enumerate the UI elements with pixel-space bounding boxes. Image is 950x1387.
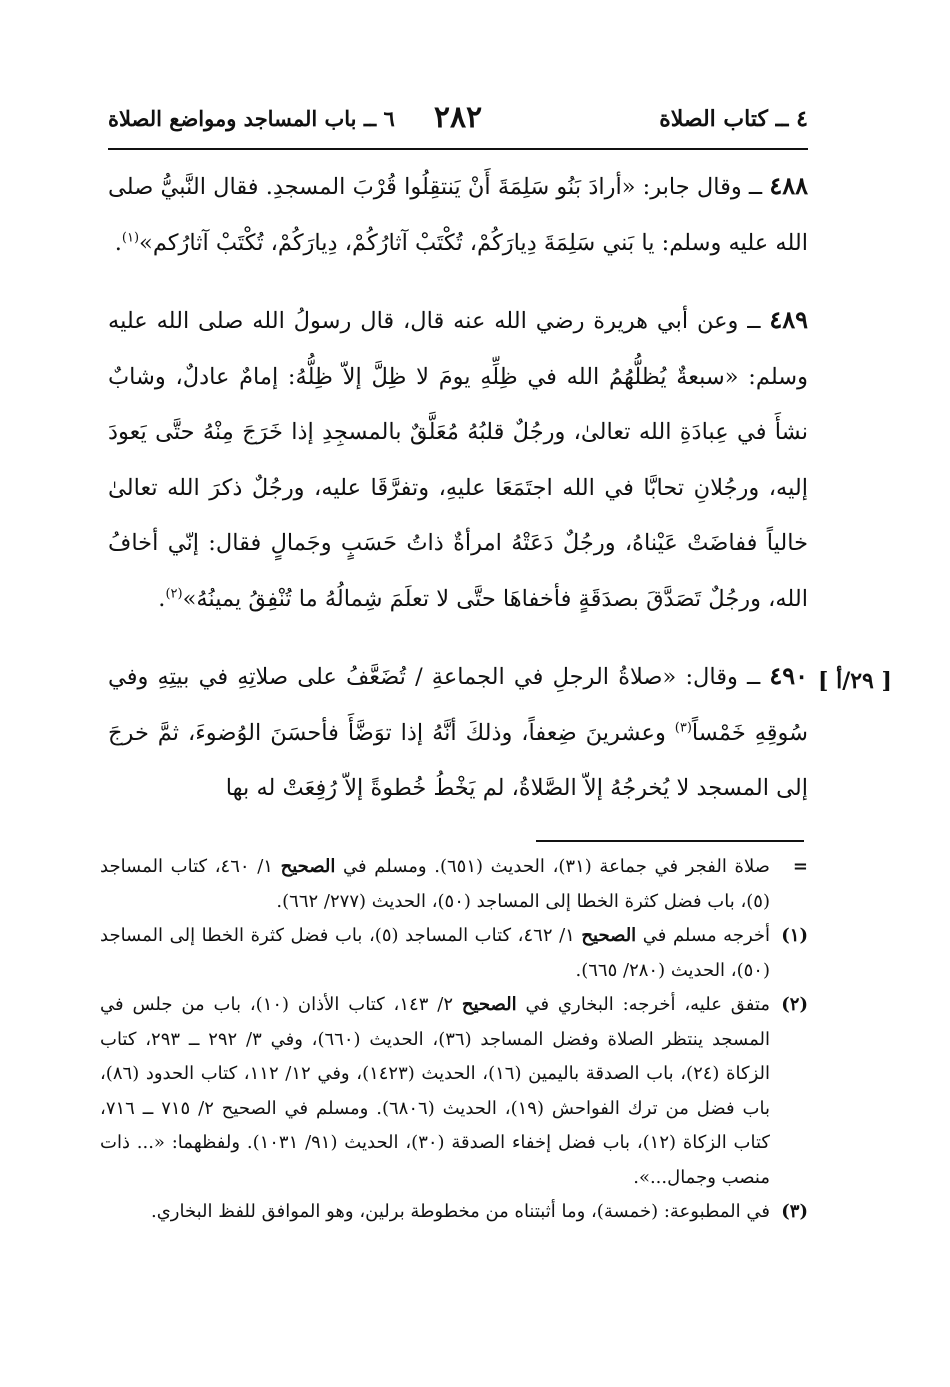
footnote-label: (٢)	[781, 994, 808, 1015]
footnote-ref: (١)	[121, 230, 140, 245]
hadith-489	[108, 292, 808, 627]
footnotes	[100, 850, 808, 1230]
hadith-end: .	[158, 585, 166, 612]
hadith-488	[108, 158, 808, 271]
hadith-number: ٤٩٠	[769, 661, 809, 690]
hadith-text: ــ وعن أبي هريرة رضي الله عنه قال، قال رسولُ الله صلى الله عليه وسلم: «سبعةٌ يُظلُّهُمُ الله في ظِلِّهِ يومَ لا ظِلَّ إلاّ ظِلُّهُ: إمامٌ عادلٌ، وشابٌ نشأَ في عِبادَةِ الله تعالىٰ، ورجُلٌ قلبُهُ مُعَلَّقٌ بالمسجِدِ إذا خَرَجَ مِنْهُ حتَّى يَعودَ إليه، ورجُلانِ تحابَّا في الله اجتَمَعَا عليهِ، وتفرَّقَا عليه، ورجُلٌ ذكرَ الله تعالىٰ خالياً ففاضَتْ عَيْناهُ، ورجُلٌ دَعَتْهُ امرأةٌ ذاتُ حَسَبٍ وجَمالٍ فقال: إنّي أخافُ الله، ورجُلٌ تَصَدَّقَ بصدَقَةٍ فأخفاهَا حتَّى لا تعلَمَ شِمالُهُ ما تُنْفِقُ يمينُهُ»	[108, 308, 808, 612]
hadith-text: ــ وقال جابر: «أرادَ بَنُو سَلِمَةَ أَنْ يَنتقِلُوا قُرْبَ المسجدِ. فقال النَّبيُّ صلى الله عليه وسلم: يا بَني سَلِمَةَ دِيارَكُمْ، تُكْتَبْ آثارُكُمْ، دِيارَكُمْ، تُكْتَبْ آثارُكم»	[108, 174, 808, 256]
footnote-label: (٣)	[781, 1201, 808, 1222]
footnote-2	[100, 988, 808, 1195]
footnote-label: =	[792, 856, 808, 877]
running-header	[108, 100, 808, 144]
footnote-text: في المطبوعة: (خمسة)، وما أثبتناه من مخطوطة برلين، وهو الموافق للفظ البخاري.	[151, 1201, 770, 1222]
footnote-text: صلاة الفجر في جماعة (٣١)، الحديث (٦٥١). ومسلم في الصحيح ١/ ٤٦٠، كتاب المساجد (٥)، باب فضل كثرة الخطا إلى المساجد (٥٠)، الحديث (٢٧٧/ ٦٦٢).	[100, 856, 770, 912]
hadith-number: ٤٨٩	[769, 305, 808, 334]
header-rule	[108, 148, 808, 150]
page-number: ٢٨٢	[433, 100, 483, 135]
hadith-end: .	[114, 229, 122, 256]
manuscript-folio-marker: [ ٢٩/أ ]	[818, 668, 892, 694]
footnote-rule	[536, 840, 804, 842]
footnote-1	[100, 919, 808, 988]
footnote-continued	[100, 850, 808, 919]
hadith-text-continued: وعشرينَ ضِعفاً، وذلكَ أنَّهُ إذا توَضَّأَ فأحسَنَ الوُضوءَ، ثمَّ خرجَ إلى المسجد لا يُخرجُهُ إلاّ الصَّلاةُ، لم يَخْطُ خُطوةً إلاّ رُفِعَتْ له بها	[108, 719, 808, 801]
footnote-text: أخرجه مسلم في الصحيح ١/ ٤٦٢، كتاب المساجد (٥)، باب فضل كثرة الخطا إلى المساجد (٥٠)، الحديث (٢٨٠/ ٦٦٥).	[100, 925, 771, 981]
main-text	[108, 158, 808, 817]
hadith-number: ٤٨٨	[769, 171, 808, 200]
header-chapter-title: ٦ ــ باب المساجد ومواضع الصلاة	[108, 106, 395, 131]
footnote-text: متفق عليه، أخرجه: البخاري في الصحيح ٢/ ١٤٣، كتاب الأذان (١٠)، باب من جلس في المسجد ينتظر الصلاة وفضل المساجد (٣٦)، الحديث (٦٦٠)، وفي ٣/ ٢٩٢ ــ ٢٩٣، كتاب الزكاة (٢٤)، باب الصدقة باليمين (١٦)، الحديث (١٤٢٣)، وفي ١٢/ ١١٢، كتاب الحدود (٨٦)، باب فضل من ترك الفواحش (١٩)، الحديث (٦٨٠٦). ومسلم في الصحيح ٢/ ٧١٥ ــ ٧١٦، كتاب الزكاة (١٢)، باب فضل إخفاء الصدقة (٣٠)، الحديث (٩١/ ١٠٣١). ولفظهما: «... ذات منصب وجمال...».	[100, 994, 770, 1188]
footnote-ref: (٢)	[165, 586, 183, 601]
hadith-text: ــ وقال: «صلاةُ الرجلِ في الجماعةِ / تُضَعَّفُ على صلاتِهِ في بيتِهِ وفي سُوقِهِ خَمْساً	[108, 664, 808, 746]
footnote-3	[100, 1195, 808, 1230]
header-book-title: ٤ ــ كتاب الصلاة	[659, 106, 808, 132]
hadith-490	[108, 648, 808, 817]
footnote-ref: (٣)	[674, 720, 692, 735]
footnote-label: (١)	[781, 925, 808, 946]
